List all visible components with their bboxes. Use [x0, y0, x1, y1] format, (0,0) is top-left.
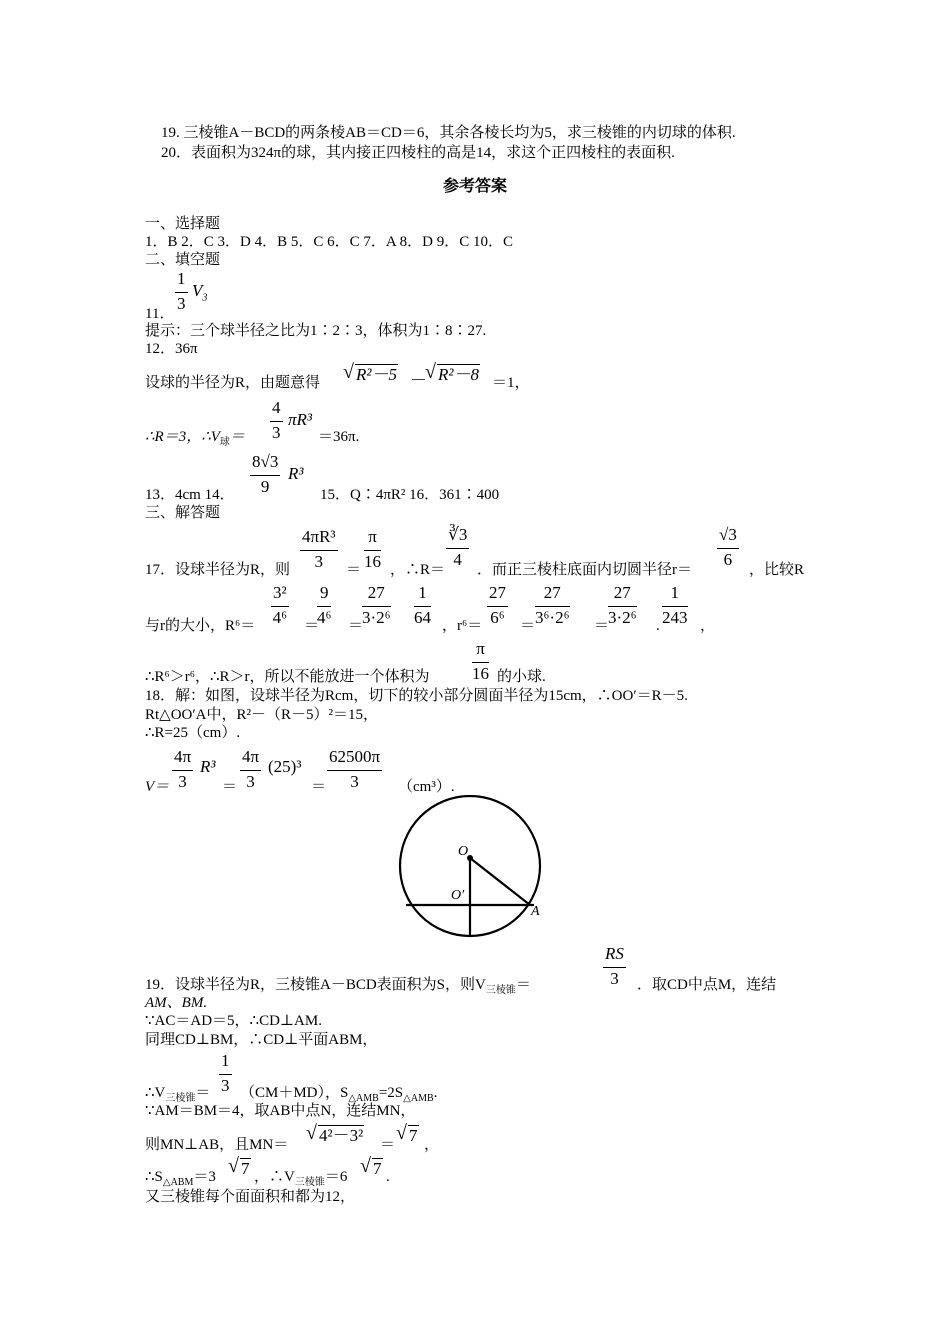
period: . — [386, 1169, 390, 1185]
radical-2: √ R²－8 — [425, 361, 479, 384]
denominator: 16 — [364, 552, 381, 571]
section-solve: 三、解答题 — [145, 505, 221, 521]
hint-11: 提示：三个球半径之比为1∶2∶3，体积为1∶8∶27. — [145, 323, 487, 339]
solution-18-line3: ∴R=25（cm）. — [145, 725, 241, 741]
solution-18-line2: Rt△OO′A中，R²－（R－5）²＝15， — [145, 707, 378, 723]
solution-18-line1: 18．解：如图，设球半径为Rcm，切下的较小部分圆面半径为15cm，∴OO′＝R－5. — [145, 688, 688, 704]
solution-19-line5-c: （CM＋MD），$S_{\triangle AMB}=2S_{\triangle AMB}$. — [240, 1085, 438, 1104]
equals-sign: ＝ — [222, 779, 238, 795]
fraction-4-3 — [270, 397, 283, 444]
equals-sign: ＝ — [304, 618, 320, 634]
solution-17-line1-c: ．而正三棱柱底面内切圆半径r＝ — [477, 562, 692, 578]
fraction-11 — [175, 268, 188, 315]
solution-19-line4: 同理CD⊥BM，∴CD⊥平面ABM， — [145, 1032, 378, 1048]
solution-17-line1-a: 17．设球半径为R，则 — [145, 562, 291, 578]
answer-12-conclusion: ∴R＝3，$\therefore V_球=$ — [145, 429, 245, 448]
answers-title: 参考答案 — [443, 178, 508, 195]
section-choice: 一、选择题 — [145, 216, 221, 232]
denominator: 9 — [260, 477, 270, 496]
choice-answers: 1．B 2．C 3．D 4．B 5．C 6．C 7．A 8．D 9．C 10．C — [145, 234, 513, 250]
equals-sign: ＝ — [311, 779, 327, 795]
twentyfive-cubed: (25)³ — [268, 757, 302, 776]
solution-19-line8-a: $\therefore S_{\triangle ABM}=3$ — [145, 1169, 216, 1188]
label-o-prime: O′ — [451, 888, 465, 903]
equals-sign: ＝ — [520, 618, 536, 634]
numerator: 4 — [270, 397, 283, 422]
section-fill: 二、填空题 — [145, 252, 221, 268]
sphere-cross-section-figure — [395, 795, 555, 945]
denominator: 6 — [723, 550, 733, 569]
solution-17-line2-b: ，r⁶＝ — [442, 618, 483, 634]
fraction-1-3: $\frac{1}{3}$ — [221, 1051, 230, 1095]
fraction-4piR3-3 — [300, 526, 338, 573]
question-19: 19. 三棱锥A－BCD的两条棱AB＝CD＝6，其余各棱长均为5，求三棱锥的内切球的体积. — [161, 125, 736, 141]
label-o: O — [458, 844, 469, 859]
solution-19-line7-a: 则MN⊥AB，且MN＝ — [145, 1137, 289, 1153]
radical-1: √ R²－5 — [343, 361, 397, 384]
solution-17-line1-b: ，∴R＝ — [390, 562, 446, 578]
equals-sign: ＝ — [594, 618, 610, 634]
fraction-rs-3: $\frac{RS}{3}$ — [605, 944, 624, 988]
fraction-1-243: $\frac{1}{243}$ — [662, 583, 688, 627]
fraction-27-6pow6: $\frac{27}{\text{6⁶}}$ — [489, 583, 506, 627]
radical-7: √ 7 — [396, 1122, 418, 1145]
solution-19-line3: ∵AC＝AD＝5，∴CD⊥AM. — [145, 1013, 322, 1029]
comma: ， — [700, 618, 716, 634]
solution-17-line2-a: 与r的大小，R⁶＝ — [145, 618, 256, 634]
answer-15-16: 15．Q∶4πR² 16．361∶400 — [320, 487, 500, 503]
pi-r-cubed: πR³ — [288, 410, 312, 429]
solution-19-line5-a: $\therefore V_{三棱锥}=$ — [145, 1085, 211, 1104]
volume-unit: （cm³）. — [398, 779, 455, 795]
fraction-4pi-3-a: $\frac{4\pi}{3}$ — [174, 747, 192, 791]
numerator: 4πR³ — [300, 526, 338, 551]
solution-19-line1-c: ．取CD中点M，连结 — [637, 977, 777, 993]
equals-sign: ＝ — [346, 562, 362, 578]
fraction-pi-16 — [364, 526, 381, 573]
denominator: 3 — [177, 294, 186, 313]
answer-11-label: 11． — [145, 306, 175, 322]
solution-19-line8-c: ，$\therefore V_{三棱锥}=6$ — [254, 1169, 348, 1188]
equals-36pi: ＝36π. — [318, 429, 360, 445]
solution-19-line9: 又三棱锥每个面面积和都为12， — [145, 1189, 356, 1205]
fraction-27-3x2pow6b: $\frac{27}{\text{3·2⁶}}$ — [608, 583, 637, 627]
solution-17-line1-d: ，比较R — [749, 562, 805, 578]
numerator: 8√3 — [250, 451, 280, 476]
equals-sign: ＝ — [380, 1137, 396, 1153]
minus-sign: － — [410, 371, 427, 390]
r-cubed: R³ — [288, 464, 304, 483]
answer-13-14: 13．4cm 14． — [145, 487, 235, 503]
fraction-root3-6 — [717, 524, 739, 571]
denominator: 3 — [272, 423, 281, 442]
solution-19-line1: 19．设球半径为R，三棱锥A－BCD表面积为S，则$V_{三棱锥}=$ — [145, 977, 531, 996]
fraction-27-3x2pow6: $\frac{27}{\text{3·2⁶}}$ — [362, 583, 391, 627]
fraction-8root3-9 — [250, 451, 280, 498]
volume-label: V＝ — [145, 779, 170, 795]
fraction-1-64: $\frac{1}{64}$ — [414, 583, 431, 627]
fraction-cbrt3-4 — [446, 524, 469, 571]
numerator: ∛3 — [446, 524, 469, 549]
period: . — [656, 618, 660, 634]
fraction-3sq-4pow6: $\frac{\text{3²}}{\text{4⁶}}$ — [272, 583, 288, 627]
denominator: 4 — [453, 550, 462, 569]
equals-one: ＝1， — [492, 375, 530, 391]
fraction-27-3pow6x2pow6: $\frac{27}{\text{3⁶·2⁶}}$ — [535, 583, 570, 627]
fraction-pi-16-b: $\frac{\pi}{16}$ — [472, 639, 489, 683]
answer-12-text: 设球的半径为R，由题意得 — [145, 375, 321, 391]
equals-sign: ＝ — [348, 618, 364, 634]
radius-oa — [470, 858, 530, 905]
solution-17-line3-a: ∴R⁶＞r⁶，∴R＞r，所以不能放进一个体积为 — [145, 669, 430, 685]
fraction-9-4pow6: $\frac{9}{\text{4⁶}}$ — [317, 583, 332, 627]
radical-7-c: √ 7 — [360, 1155, 382, 1178]
fraction-62500pi-3: $\frac{62500\pi}{3}$ — [329, 747, 381, 791]
fraction-4pi-3-b: $\frac{4\pi}{3}$ — [242, 747, 260, 791]
denominator: 3 — [314, 552, 324, 571]
answer-12: 12．36π — [145, 341, 198, 357]
question-20: 20．表面积为324π的球，其内接正四棱柱的高是14，求这个正四棱柱的表面积. — [161, 145, 675, 161]
solution-17-line3-b: 的小球. — [497, 669, 546, 685]
numerator: √3 — [717, 524, 739, 549]
numerator: 1 — [175, 268, 188, 293]
solution-19-line2: AM、BM. — [145, 995, 208, 1011]
radical-4sq-3sq: √ 4²－3² — [306, 1122, 364, 1145]
solution-19-line6: ∵AM＝BM＝4，取AB中点N，连结MN， — [145, 1103, 416, 1119]
label-a: A — [531, 904, 540, 919]
comma: ， — [424, 1137, 440, 1153]
radical-7-b: √ 7 — [228, 1155, 250, 1178]
answer-11-var: $V_3$ — [192, 281, 208, 304]
numerator: π — [364, 526, 381, 551]
r-cubed-b: R³ — [200, 757, 216, 776]
